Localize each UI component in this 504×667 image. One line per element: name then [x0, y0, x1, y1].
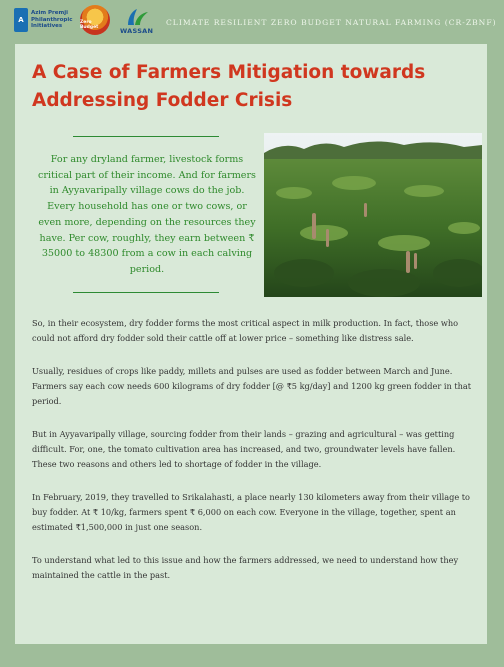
zero-budget-emblem-icon: [80, 5, 110, 35]
zero-budget-logo: [80, 5, 110, 35]
pull-quote: For any dryland farmer, livestock forms critical part of their income. And for farmers in Ayyavaripally village cows do the job. Every household has one or two cows, or even more, depending on the resources they have. Per cow, roughly, they earn between ₹ 35000 to 48300 from a cow in each calving period.: [38, 154, 256, 275]
body-paragraph: In February, 2019, they travelled to Srikalahasti, a place nearly 130 kilometers away from their village to buy fodder. At ₹ 10/kg, farmers spent ₹ 6,000 on each cow. Everyone in the village, together, spent an estimated ₹1,500,000 in just one season.: [32, 492, 470, 532]
azim-premji-logo: [14, 8, 71, 32]
body-paragraph: Usually, residues of crops like paddy, millets and pulses are used as fodder between March and June. Farmers say each cow needs 600 kilograms of dry fodder [@ ₹5 kg/day] and 1200 kg green fodder in that period.: [32, 366, 472, 406]
wassan-logo: [120, 7, 153, 35]
page-header: [0, 0, 504, 44]
apf-logo-text: Azim Premji Philanthropic Initiatives: [31, 10, 73, 30]
zero-logo-text: Zero Budget: [80, 20, 99, 30]
header-title: CLIMATE RESILIENT ZERO BUDGET NATURAL FARMING (CR-ZBNF): [166, 18, 497, 27]
article-title: A Case of Farmers Mitigation towards Addressing Fodder Crisis: [32, 62, 426, 111]
pull-quote-bottom-rule: [73, 292, 219, 293]
millet-field-photo: [264, 133, 482, 297]
body-paragraph: But in Ayyavaripally village, sourcing fodder from their lands – grazing and agricultural – was getting difficult. For, one, the tomato cultivation area has increased, and two, groundwater levels have fallen. These two reasons and others led to shortage of fodder in the village.: [32, 429, 456, 469]
apf-mark-icon: A: [14, 8, 28, 32]
pull-quote-top-rule: [73, 136, 219, 137]
wassan-leaf-icon: [122, 7, 152, 27]
body-paragraph: To understand what led to this issue and how the farmers addressed, we need to understand how they maintained the cattle in the past.: [32, 555, 459, 580]
wassan-logo-text: WASSAN: [120, 27, 154, 35]
content-panel: [15, 44, 487, 644]
body-paragraph: So, in their ecosystem, dry fodder forms the most critical aspect in milk production. In fact, those who could not afford dry fodder sold their cattle off at lower price – something like distress sale.: [32, 318, 459, 343]
article-body: [32, 316, 476, 601]
